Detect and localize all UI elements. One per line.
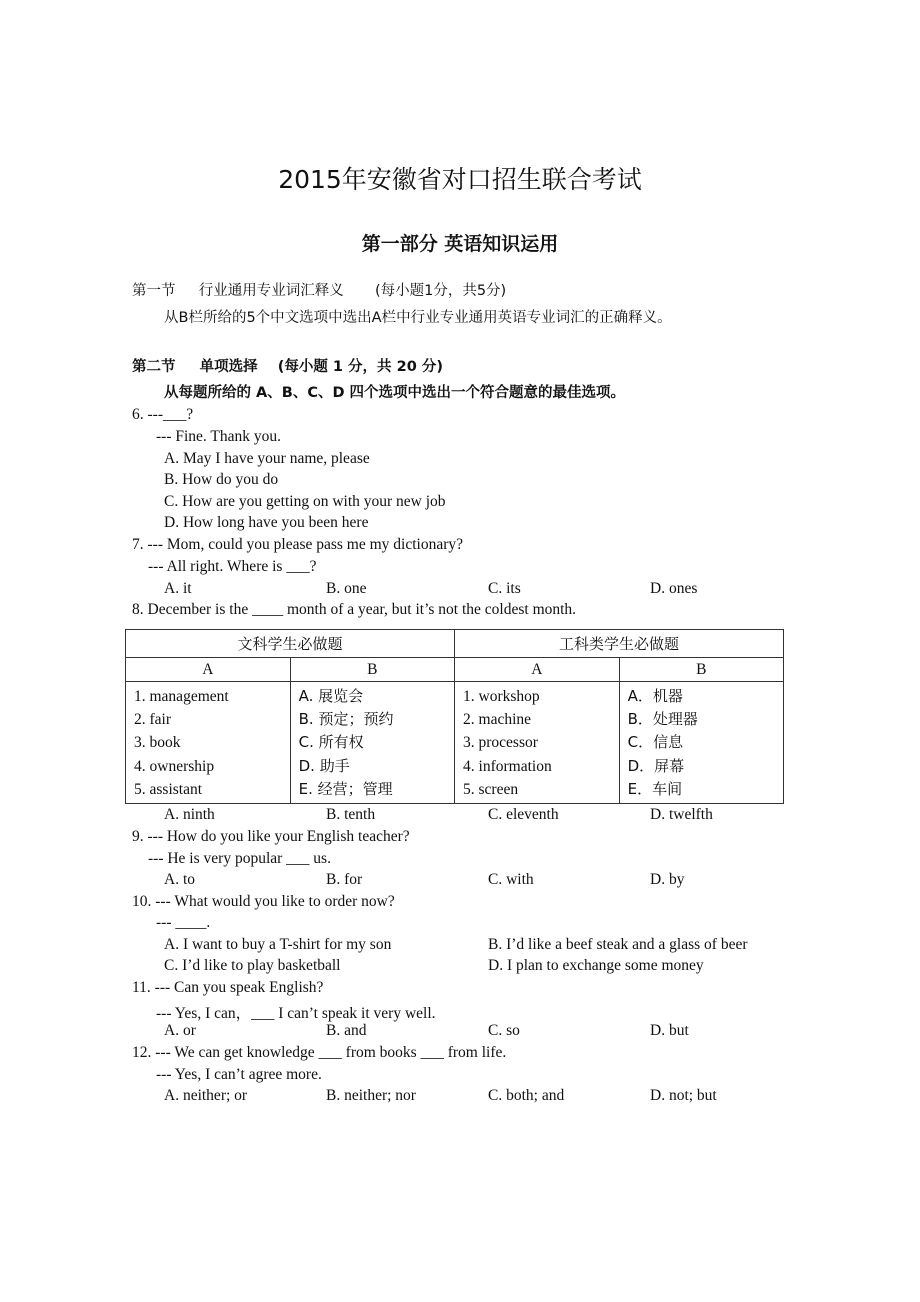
section1-instruction: 从B栏所给的5个中文选项中选出A栏中行业专业通用英语专业词汇的正确释义。 <box>164 310 672 326</box>
q9-option-c: C. with <box>488 871 534 888</box>
part-heading: 第一部分 英语知识运用 <box>361 233 559 255</box>
meaning-item: D. 助手 <box>298 756 350 775</box>
q7-reply: --- All right. Where is ___? <box>148 558 317 575</box>
term-item: 5. screen <box>463 780 519 798</box>
q6-option-a: A. May I have your name, please <box>164 450 370 467</box>
q9-stem: 9. --- How do you like your English teacher? <box>132 828 410 845</box>
q6-option-b: B. How do you do <box>164 471 279 488</box>
meaning-item: C. 所有权 <box>298 733 364 752</box>
meaning-item: A．机器 <box>627 687 683 705</box>
q11-reply: --- Yes, I can，___ I can’t speak it very well. <box>156 1005 436 1022</box>
exam-title: 2015年安徽省对口招生联合考试 <box>278 165 642 194</box>
engineering-meanings <box>619 682 783 804</box>
section2-instruction: 从每题所给的 A、B、C、D 四个选项中选出一个符合题意的最佳选项。 <box>164 385 626 401</box>
section1-name: 行业通用专业词汇释义 <box>198 283 344 299</box>
term-item: 2. machine <box>463 711 532 729</box>
term-item: 1. management <box>134 688 229 705</box>
q10-reply: --- ____. <box>156 914 211 931</box>
meaning-item: B．处理器 <box>627 710 698 729</box>
q6-stem: 6. ---___? <box>132 406 194 423</box>
q8-option-a: A. ninth <box>164 806 215 823</box>
section2-score: (每小题 1 分，共 20 分) <box>277 359 443 375</box>
meaning-item: B. 预定；预约 <box>298 710 394 729</box>
section1-score: (每小题1分，共5分) <box>374 283 507 299</box>
q12-option-d: D. not; but <box>650 1087 717 1104</box>
q12-stem: 12. --- We can get knowledge ___ from books ___ from life. <box>132 1044 507 1061</box>
meaning-item: A. 展览会 <box>298 687 364 705</box>
meaning-item: C．信息 <box>627 733 684 752</box>
q11-option-b: B. and <box>326 1022 367 1039</box>
q9-option-b: B. for <box>326 871 363 888</box>
term-item: 4. ownership <box>134 757 215 775</box>
term-item: 3. processor <box>463 734 538 752</box>
term-item: 1. workshop <box>463 688 540 705</box>
q10-option-d: D. I plan to exchange some money <box>488 957 704 974</box>
q11-option-d: D. but <box>650 1022 689 1039</box>
q10-stem: 10. --- What would you like to order now? <box>132 893 395 910</box>
table-col-b: B <box>619 658 783 682</box>
table-col-a: A <box>455 658 620 682</box>
q8-option-b: B. tenth <box>326 806 376 823</box>
term-item: 5. assistant <box>134 780 203 798</box>
q9-option-a: A. to <box>164 871 195 888</box>
term-item: 3. book <box>134 734 181 752</box>
q6-option-d: D. How long have you been here <box>164 514 369 531</box>
term-item: 2. fair <box>134 711 172 729</box>
q12-option-a: A. neither; or <box>164 1087 248 1104</box>
table-group-liberal-arts: 文科学生必做题 <box>126 630 455 658</box>
meaning-item: E．车间 <box>627 779 683 798</box>
q7-option-d: D. ones <box>650 580 698 597</box>
q11-option-c: C. so <box>488 1022 520 1039</box>
section1-heading <box>132 279 506 300</box>
q7-option-a: A. it <box>164 580 192 597</box>
q10-option-a: A. I want to buy a T-shirt for my son <box>164 936 392 953</box>
q7-option-c: C. its <box>488 580 521 597</box>
section1-label: 第一节 <box>132 283 176 299</box>
section2-label: 第二节 <box>132 359 176 375</box>
liberal-arts-meanings <box>290 682 454 804</box>
table-group-engineering: 工科类学生必做题 <box>455 630 784 658</box>
table-col-a: A <box>126 658 291 682</box>
q8-stem: 8. December is the ____ month of a year, but it’s not the coldest month. <box>132 601 577 618</box>
q7-stem: 7. --- Mom, could you please pass me my dictionary? <box>132 536 464 553</box>
q12-reply: --- Yes, I can’t agree more. <box>156 1066 322 1083</box>
engineering-terms <box>455 682 620 804</box>
q12-option-c: C. both; and <box>488 1087 565 1104</box>
q11-stem: 11. --- Can you speak English? <box>132 979 324 996</box>
q11-option-a: A. or <box>164 1022 196 1039</box>
q10-option-b: B. I’d like a beef steak and a glass of beer <box>488 936 748 953</box>
q10-option-c: C. I’d like to play basketball <box>164 957 341 974</box>
section2-heading <box>132 355 443 376</box>
q6-reply: --- Fine. Thank you. <box>156 428 281 445</box>
q12-option-b: B. neither; nor <box>326 1087 416 1104</box>
q9-option-d: D. by <box>650 871 685 888</box>
q9-reply: --- He is very popular ___ us. <box>148 850 331 867</box>
q8-option-c: C. eleventh <box>488 806 559 823</box>
meaning-item: D．屏幕 <box>627 756 685 775</box>
q6-option-c: C. How are you getting on with your new job <box>164 493 446 510</box>
table-col-b: B <box>290 658 454 682</box>
vocab-table <box>125 629 784 804</box>
q8-option-d: D. twelfth <box>650 806 713 823</box>
liberal-arts-terms <box>126 682 291 804</box>
q7-option-b: B. one <box>326 580 367 597</box>
meaning-item: E. 经营；管理 <box>298 779 393 798</box>
section2-name: 单项选择 <box>199 359 258 375</box>
term-item: 4. information <box>463 757 552 775</box>
